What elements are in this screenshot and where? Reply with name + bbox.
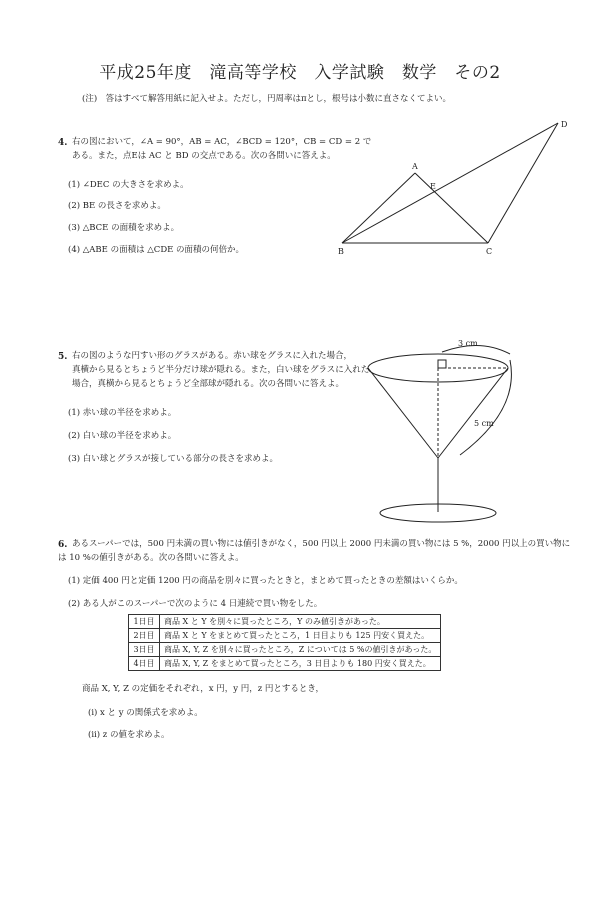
q6-sub-i: (i) x と y の関係式を求めよ。 (88, 708, 203, 718)
shopping-table (128, 614, 441, 671)
label-c: C (486, 247, 493, 256)
q6-intro (72, 537, 582, 551)
q6-question-2: (2) ある人がこのスーパーで次のように 4 日連続で買い物をした。 (68, 599, 323, 609)
q6-intro-line2: は 10 %の値引きがある。次の各問いに答えよ。 (58, 553, 244, 563)
table-cell-desc: 商品 X と Y をまとめて買ったところ，1 日目よりも 125 円安く買えた。 (160, 629, 441, 643)
q5-item-2: (2) 白い球の半径を求めよ。 (68, 431, 177, 441)
table-row (129, 629, 441, 643)
q4-item-4: (4) △ABE の面積は △CDE の面積の何倍か。 (68, 245, 245, 255)
table-row (129, 615, 441, 629)
segment-bd (342, 123, 558, 243)
q5-intro-line3: 場合，真横から見るとちょうど全部球が隠れる。次の各問いに答えよ。 (72, 379, 345, 389)
q5-intro-line1: 右の図のような円すい形のグラスがある。赤い球をグラスに入れた場合， (72, 351, 352, 361)
label-e: E (430, 182, 436, 191)
table-row (129, 643, 441, 657)
q6-intro-line1: あるスーパーでは，500 円未満の買い物には値引きがなく，500 円以上 2000 円未満の買い物には 5 %，2000 円以上の買い物に (72, 539, 571, 549)
table-cell-desc: 商品 X, Y, Z をまとめて買ったところ，3 日目よりも 180 円安く買えた。 (160, 657, 441, 671)
table-cell-day: 4日目 (129, 657, 160, 671)
table-cell-day: 1日目 (129, 615, 160, 629)
q4-item-2: (2) BE の長さを求めよ。 (68, 201, 166, 211)
q5-intro-line2: 真横から見るとちょうど半分だけ球が隠れる。また，白い球をグラスに入れた (72, 365, 370, 375)
slant-label: 5 cm (474, 419, 494, 428)
q6-number: 6. (58, 540, 68, 550)
segment-ac (415, 173, 488, 243)
table-row (129, 657, 441, 671)
table-cell-desc: 商品 X と Y を別々に買ったところ，Y のみ値引きがあった。 (160, 615, 441, 629)
q4-intro (72, 135, 372, 163)
q4-intro-line1: 右の図において，∠A = 90°，AB = AC，∠BCD = 120°，CB = CD = 2 で (72, 137, 372, 147)
page-title: 平成25年度 滝高等学校 入学試験 数学 その2 (99, 63, 501, 83)
q6-setup: 商品 X, Y, Z の定価をそれぞれ，x 円，y 円，z 円とするとき， (82, 684, 325, 694)
q4-item-3: (3) △BCE の面積を求めよ。 (68, 223, 180, 233)
label-d: D (561, 120, 568, 129)
q4-triangle-figure (330, 115, 590, 265)
label-b: B (338, 247, 344, 256)
q4-number: 4. (58, 138, 68, 148)
right-angle-mark (438, 360, 446, 368)
table-cell-desc: 商品 X, Y, Z を別々に買ったところ，Z については 5 %の値引きがあった。 (160, 643, 441, 657)
q4-intro-line2: ある。また，点Eは AC と BD の交点である。次の各問いに答えよ。 (72, 151, 336, 161)
q5-number: 5. (58, 352, 68, 362)
q5-intro (72, 349, 372, 391)
q6-question-1: (1) 定価 400 円と定価 1200 円の商品を別々に買ったときと，まとめて買ったときの差額はいくらか。 (68, 576, 463, 586)
q4-item-1: (1) ∠DEC の大きさを求めよ。 (68, 180, 189, 190)
q5-item-3: (3) 白い球とグラスが接している部分の長さを求めよ。 (68, 454, 278, 464)
q5-item-1: (1) 赤い球の半径を求めよ。 (68, 408, 177, 418)
instructions-note: (注) 答はすべて解答用紙に記入せよ。ただし，円周率はπとし，根号は小数に直さなくてよい。 (82, 94, 452, 104)
table-cell-day: 3日目 (129, 643, 160, 657)
segment-cd (488, 123, 558, 243)
radius-label: 3 cm (458, 339, 478, 348)
q5-glass-figure (360, 330, 530, 525)
label-a: A (412, 162, 418, 171)
q6-sub-ii: (ii) z の値を求めよ。 (88, 730, 170, 740)
table-cell-day: 2日目 (129, 629, 160, 643)
